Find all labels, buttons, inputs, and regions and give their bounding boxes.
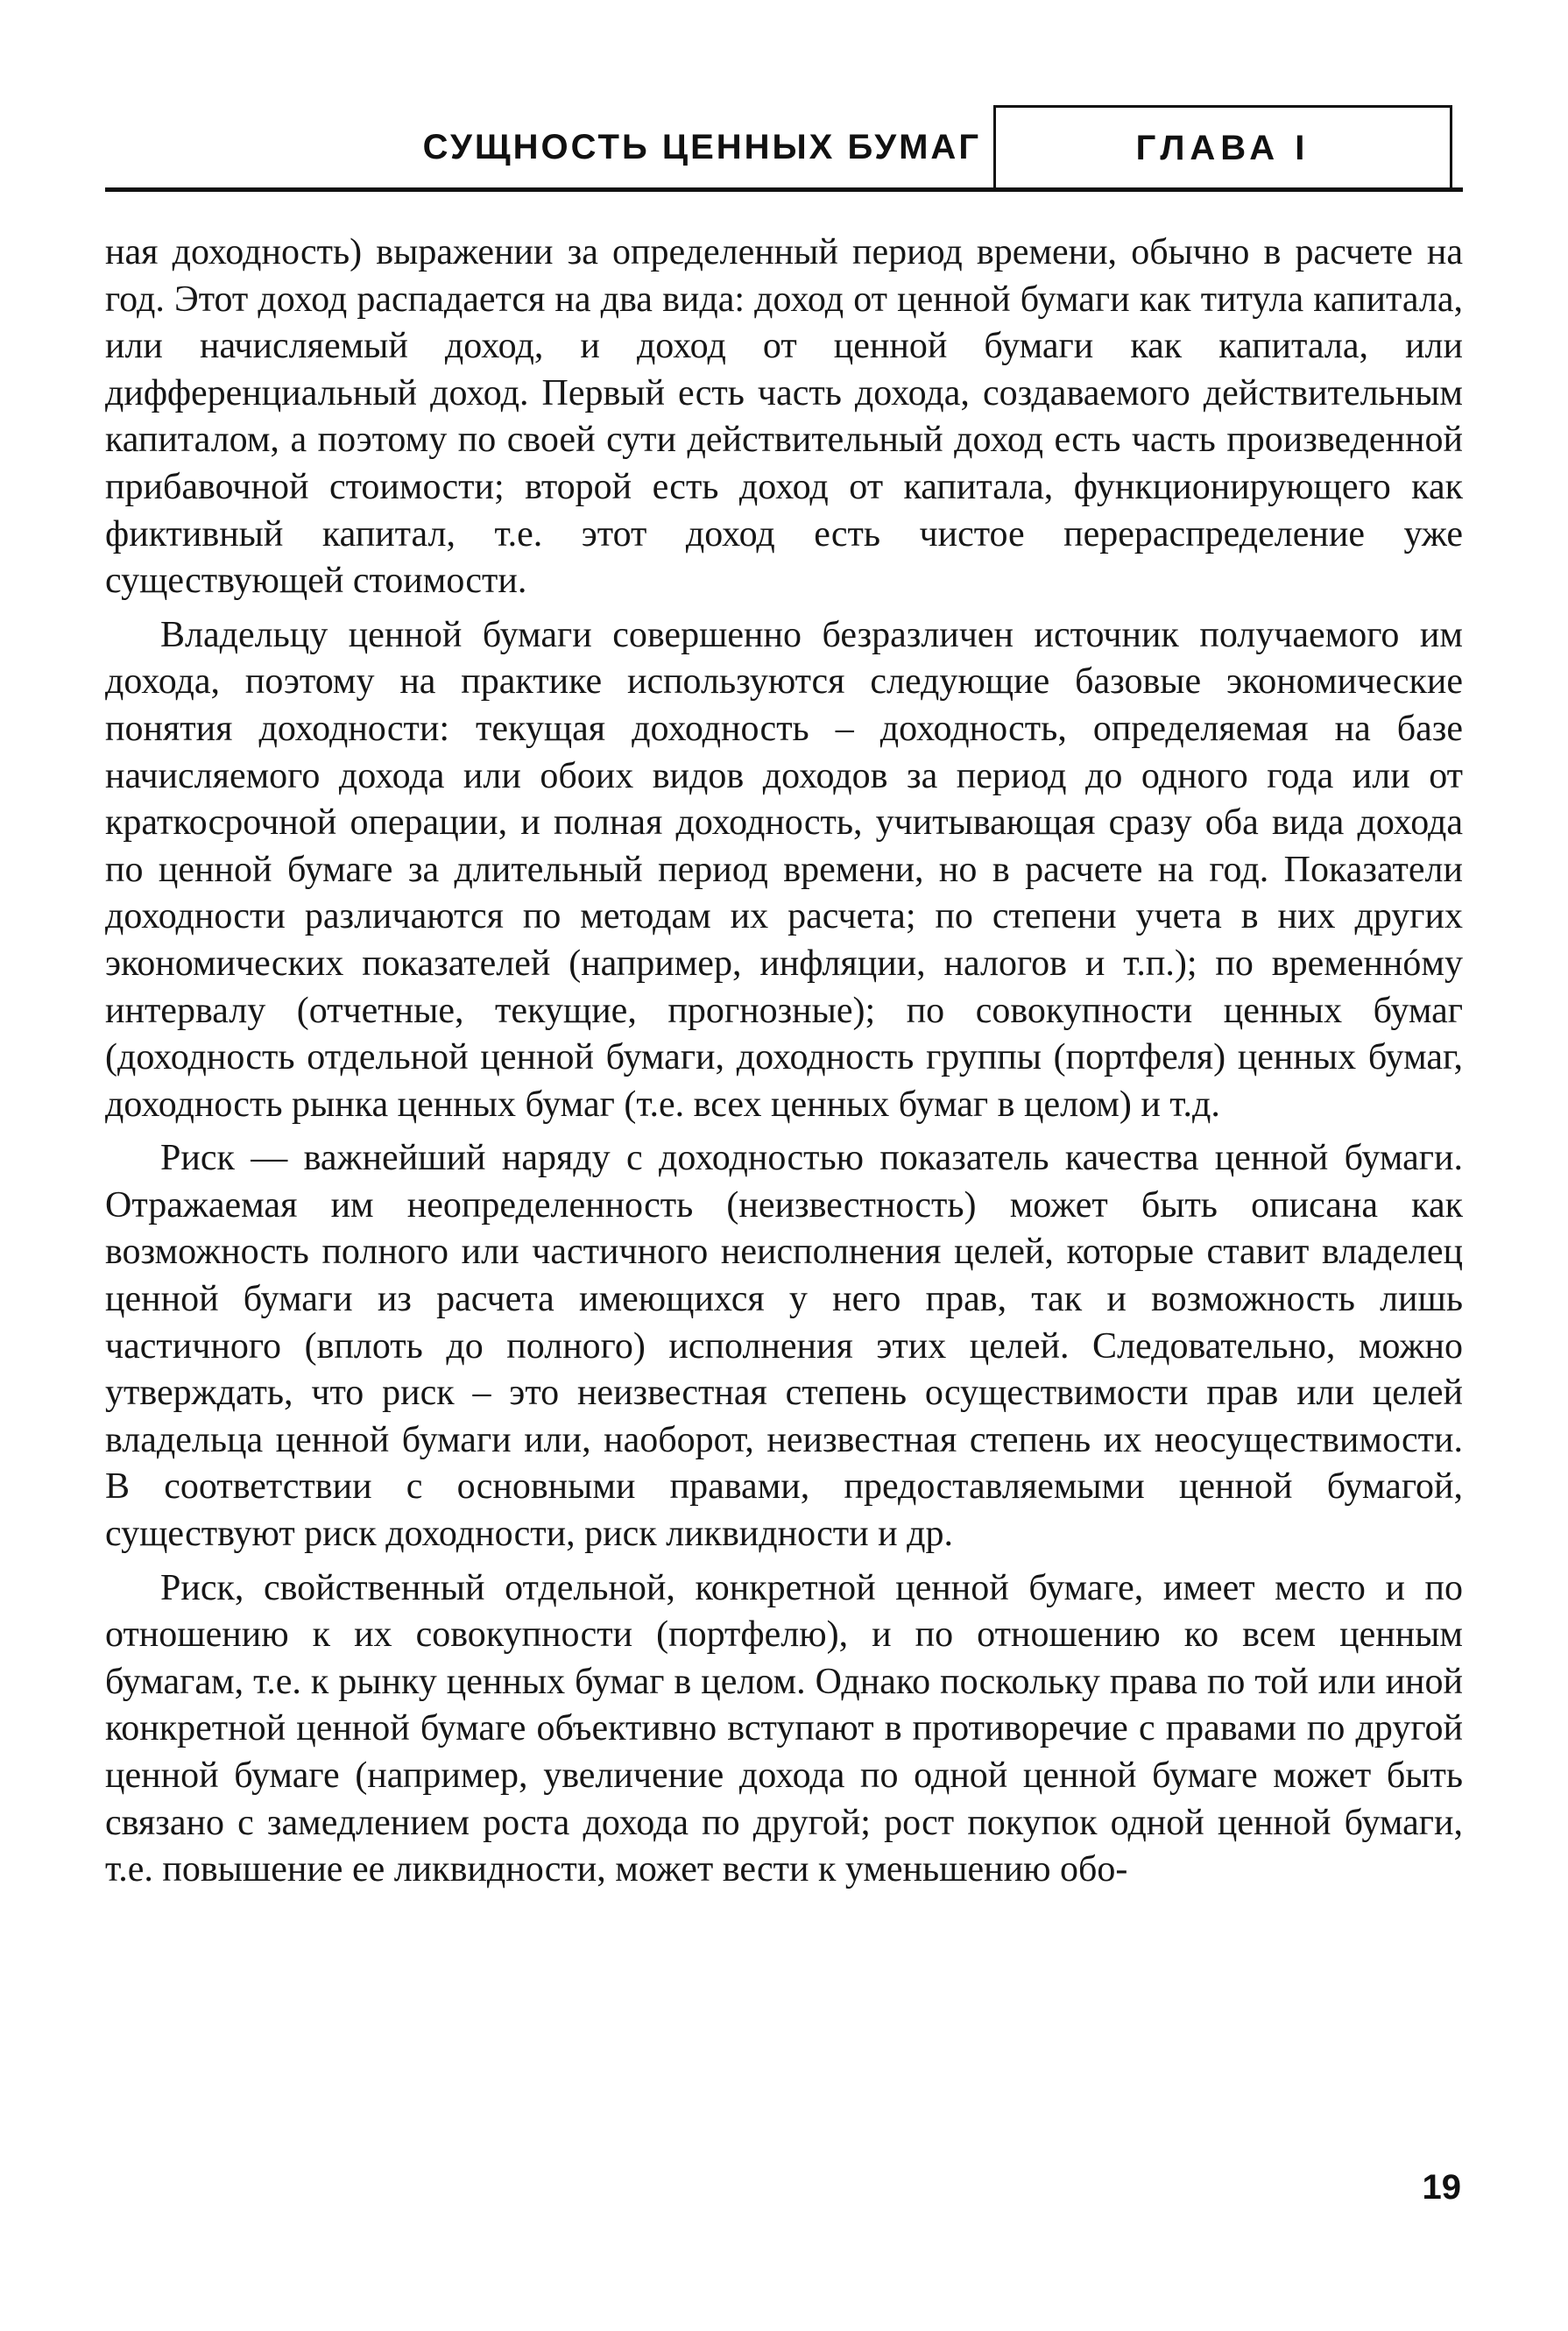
paragraph-portfolio-risk: Риск, свойственный отдельной, конкретной ценной бумаге, имеет место и по отношению к их совокупности (портфелю), и по отношению ко всем ценным бумагам, т.е. к рынку ценных бумаг в целом. Однако поскольку права по той или иной конкретной ценной бумаге объективно вступают в противоречие с правами по другой ценной бумаге (например, увеличение дохода по одной ценной бумаге может быть связано с замедлением роста дохода по другой; рост покупок одной ценной бумаги, т.е. повышение ее ликвидности, может вести к уменьшению обо- xyxy=(105,1567,1463,1890)
paragraph-continuation: ная доходность) выражении за определенный период времени, обычно в расчете на год. Этот доход распадается на два вида: доход от ценной бумаги как титула капитала, или начисляемый доход, и доход от ценной бумаги как капитала, или дифференциальный доход. Первый есть часть дохода, создаваемого действительным капиталом, а поэтому по своей сути действительный доход есть часть произведенной прибавочной стоимости; второй есть доход от капитала, функционирующего как фиктивный капитал, т.е. этот доход есть чистое перераспределение уже существующей стоимости. xyxy=(105,232,1463,602)
chapter-label: ГЛАВА I xyxy=(1135,129,1310,167)
body-text xyxy=(105,230,1463,1901)
running-header xyxy=(105,105,1463,187)
header-rule xyxy=(105,187,1463,192)
paragraph-yield-concepts: Владельцу ценной бумаги совершенно безразличен источник получаемого им дохода, поэтому на практике используются следующие базовые экономические понятия доходности: текущая доходность – доходность, определяемая на базе начисляемого дохода или обоих видов доходов за период до одного года или от краткосрочной операции, и полная доходность, учитывающая сразу оба вида дохода по ценной бумаге за длительный период времени, но в расчете на год. Показатели доходности различаются по методам их расчета; по степени учета в них других экономических показателей (например, инфляции, налогов и т.п.); по временнóму интервалу (отчетные, текущие, прогнозные); по совокупности ценных бумаг (доходность отдельной ценной бумаги, доходность группы (портфеля) ценных бумаг, доходность рынка ценных бумаг (т.е. всех ценных бумаг в целом) и т.д. xyxy=(105,614,1463,1125)
chapter-box xyxy=(993,105,1452,187)
page-number: 19 xyxy=(1422,2168,1461,2207)
paragraph-risk-definition: Риск — важнейший наряду с доходностью показатель качества ценной бумаги. Отражаемая им неопределенность (неизвестность) может быть описана как возможность полного или частичного неисполнения целей, которые ставит владелец ценной бумаги из расчета имеющихся у него прав, так и возможность лишь частичного (вплоть до полного) исполнения этих целей. Следовательно, можно утверждать, что риск – это неизвестная степень осуществимости прав или целей владельца ценной бумаги или, наоборот, неизвестная степень их неосуществимости. В соответствии с основными правами, предоставляемыми ценной бумагой, существуют риск доходности, риск ликвидности и др. xyxy=(105,1138,1463,1555)
section-title: СУЩНОСТЬ ЦЕННЫХ БУМАГ xyxy=(422,128,981,166)
